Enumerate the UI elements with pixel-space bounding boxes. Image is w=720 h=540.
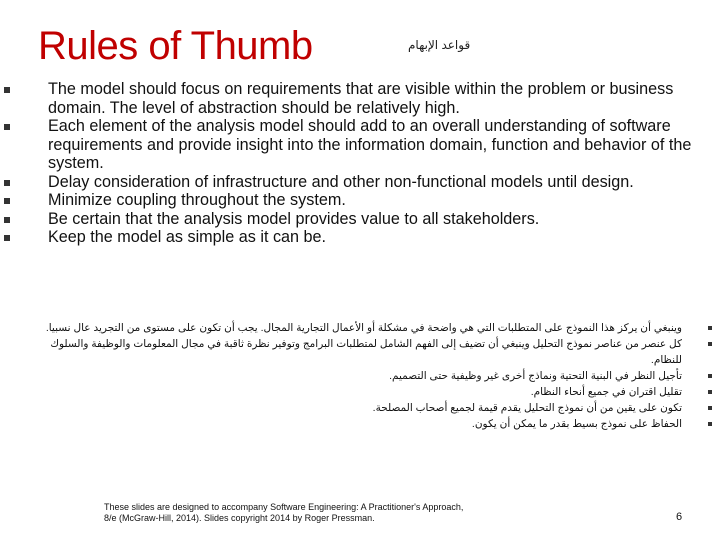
english-bullet-item [0, 210, 720, 229]
square-bullet-icon [708, 326, 712, 330]
english-bullet-item [0, 173, 720, 192]
footer-line-2: 8/e (McGraw-Hill, 2014). Slides copyright 2014 by Roger Pressman. [104, 513, 375, 523]
arabic-bullet-text: الحفاظ على نموذج بسيط بقدر ما يمكن أن يكون. [471, 418, 682, 430]
square-bullet-icon [4, 235, 10, 241]
copyright-footer [104, 502, 534, 524]
english-bullet-text: The model should focus on requirements that are visible within the problem or business domain. The level of abstraction should be relatively high. [48, 80, 674, 117]
square-bullet-icon [708, 374, 712, 378]
square-bullet-icon [708, 422, 712, 426]
slide-title: Rules of Thumb [38, 24, 313, 68]
arabic-bullet-list [42, 320, 682, 432]
english-bullet-item [0, 80, 720, 117]
arabic-bullet-text: كل عنصر من عناصر نموذج التحليل وينبغي أن تضيف إلى الفهم الشامل لمتطلبات البرامج وتوفير نظرة ثاقبة في مجال المعلومات والوظيفة والسلوك للنظام. [50, 338, 682, 366]
english-bullet-item [0, 228, 720, 247]
arabic-bullet-text: تأجيل النظر في البنية التحتية ونماذج أخرى غير وظيفية حتى التصميم. [389, 370, 682, 382]
arabic-bullet-item [42, 320, 682, 336]
arabic-bullet-item [42, 368, 682, 384]
arabic-bullet-text: تقليل اقتران في جميع أنحاء النظام. [530, 386, 682, 398]
square-bullet-icon [4, 217, 10, 223]
square-bullet-icon [4, 87, 10, 93]
english-bullet-text: Minimize coupling throughout the system. [48, 191, 346, 209]
footer-line-1: These slides are designed to accompany Software Engineering: A Practitioner's Approach, [104, 502, 464, 512]
square-bullet-icon [708, 342, 712, 346]
square-bullet-icon [4, 180, 10, 186]
english-bullet-list [0, 80, 720, 247]
english-bullet-text: Be certain that the analysis model provides value to all stakeholders. [48, 209, 540, 228]
english-bullet-text: Delay consideration of infrastructure and other non-functional models until design. [48, 172, 634, 191]
english-bullet-item [0, 117, 720, 173]
english-bullet-text: Keep the model as simple as it can be. [48, 228, 327, 246]
arabic-bullet-item [42, 384, 682, 400]
arabic-bullet-item [42, 400, 682, 416]
english-bullet-text: Each element of the analysis model should add to an overall understanding of software requirements and provide insight into the information domain, function and behavior of the system. [48, 117, 692, 172]
square-bullet-icon [4, 124, 10, 130]
arabic-slide-title: قواعد الإبهام [408, 38, 471, 52]
arabic-bullet-item [42, 336, 682, 368]
square-bullet-icon [708, 406, 712, 410]
square-bullet-icon [708, 390, 712, 394]
arabic-bullet-text: تكون على يقين من أن نموذج التحليل يقدم قيمة لجميع أصحاب المصلحة. [372, 402, 682, 414]
english-bullet-item [0, 191, 720, 210]
square-bullet-icon [4, 198, 10, 204]
arabic-bullet-text: وينبغي أن يركز هذا النموذج على المتطلبات التي هي واضحة في مشكلة أو الأعمال التجارية المجال. يجب أن تكون على مستوى من التجريد عال نسبيا. [45, 322, 682, 334]
arabic-bullet-item [42, 416, 682, 432]
page-number: 6 [676, 511, 683, 523]
